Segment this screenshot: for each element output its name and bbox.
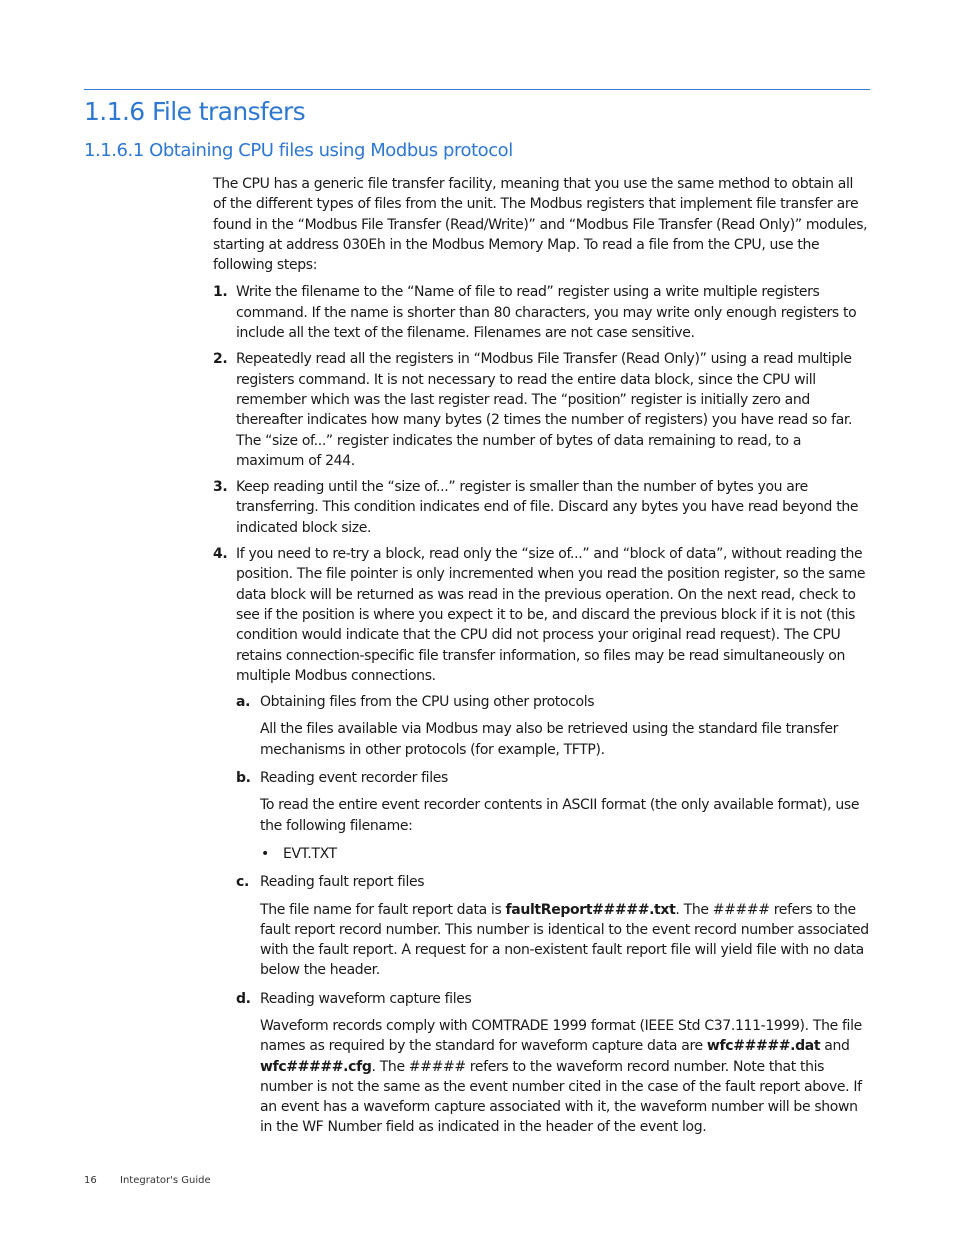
intro-paragraph: The CPU has a generic file transfer facility, meaning that you use the same method to obtain all of the different types of files from the unit. The Modbus registers that implement file transfer are found in the “Modbus File Transfer (Read/Write)” and “Modbus File Transfer (Read Only)” modules, starting at address 030Eh in the Modbus Memory Map. To read a file from the CPU, use the following steps: (213, 176, 868, 274)
body-content (213, 174, 869, 1146)
page-footer (84, 1175, 211, 1186)
step-number: 3. (213, 479, 228, 496)
step-number: 4. (213, 546, 228, 563)
list-item (213, 349, 869, 471)
sub-body: All the files available via Modbus may also be retrieved using the standard file transfer mechanisms in other protocols (for example, TFTP). (260, 721, 839, 758)
list-item (213, 282, 869, 343)
sub-letter: a. (236, 694, 251, 711)
header-rule (84, 89, 870, 90)
sub-heading: Reading event recorder files (260, 770, 448, 787)
sub-letter: c. (236, 874, 249, 891)
steps-list (213, 282, 869, 1137)
section-title: 1.1.6 File transfers (84, 97, 306, 126)
filename-bold: wfc#####.cfg (260, 1058, 372, 1075)
sub-body (260, 900, 869, 981)
body-text: Waveform records comply with COMTRADE 1999 format (IEEE Std C37.111-1999). The file names as required by the standard for waveform capture data are (260, 1017, 862, 1055)
sub-item-other-protocols (236, 692, 869, 760)
list-item (213, 477, 869, 538)
sub-heading: Reading fault report files (260, 874, 425, 891)
body-text: . The ##### refers to the waveform record number. Note that this number is not the same as the event number cited in the case of the fault report above. If an event has a waveform capture associated with it, the waveform number will be shown in the WF Number field as indicated in the header of the event log. (260, 1058, 862, 1136)
sub-item-waveform (236, 989, 869, 1138)
sub-heading: Obtaining files from the CPU using other protocols (260, 694, 595, 711)
body-text: and (820, 1038, 850, 1055)
sub-list (236, 692, 869, 1138)
step-text: Repeatedly read all the registers in “Modbus File Transfer (Read Only)” using a read multiple registers command. It is not necessary to read the entire data block, since the CPU will remember which was the last register read. The “position” register is initially zero and thereafter indicates how many bytes (2 times the number of registers) you have read so far. The “size of...” register indicates the number of bytes of data remaining to read, to a maximum of 244. (236, 351, 853, 469)
step-text: Write the filename to the “Name of file to read” register using a write multiple registers command. If the name is shorter than 80 characters, you may write only enough registers to include all the text of the filename. Filenames are not case sensitive. (236, 284, 857, 342)
list-item (213, 544, 869, 1138)
step-number: 2. (213, 351, 228, 368)
bullet-dot: • (261, 845, 269, 862)
step-text: Keep reading until the “size of...” register is smaller than the number of bytes you are transferring. This condition indicates end of file. Discard any bytes you have read beyond the indicated block size. (236, 479, 859, 536)
sub-heading: Reading waveform capture files (260, 990, 472, 1007)
sub-letter: d. (236, 990, 251, 1007)
body-text: The file name for fault report data is (260, 901, 506, 918)
step-number: 1. (213, 284, 228, 301)
sub-body: To read the entire event recorder contents in ASCII format (the only available format), use the following filename: (260, 797, 860, 834)
step-text: If you need to re-try a block, read only the “size of...” and “block of data”, without reading the position. The file pointer is only incremented when you read the position register, so the same data block will be returned as was read in the previous operation. On the next read, check to see if the position is where you expect it to be, and discard the previous block if it is not (this condition would indicate that the CPU did not process your original read request). The CPU retains connection-specific file transfer information, so files may be read simultaneously on multiple Modbus connections. (236, 546, 866, 684)
sub-body (260, 1016, 869, 1138)
sub-item-event-recorder (236, 768, 869, 864)
filename-bold: faultReport#####.txt (505, 901, 676, 918)
filename-bold: wfc#####.dat (706, 1038, 821, 1055)
doc-title: Integrator's Guide (120, 1175, 211, 1186)
page-number: 16 (84, 1175, 97, 1186)
sub-letter: b. (236, 770, 251, 787)
sub-item-fault-report (236, 872, 869, 980)
body-text: . The ##### refers to the fault report record number. This number is identical to the event record number associated with the fault report. A request for a non-existent fault report file will yield file with no data below the header. (260, 901, 869, 979)
subsection-title: 1.1.6.1 Obtaining CPU files using Modbus protocol (84, 140, 513, 161)
bullet-item (260, 844, 869, 864)
filename-text: EVT.TXT (283, 845, 337, 862)
